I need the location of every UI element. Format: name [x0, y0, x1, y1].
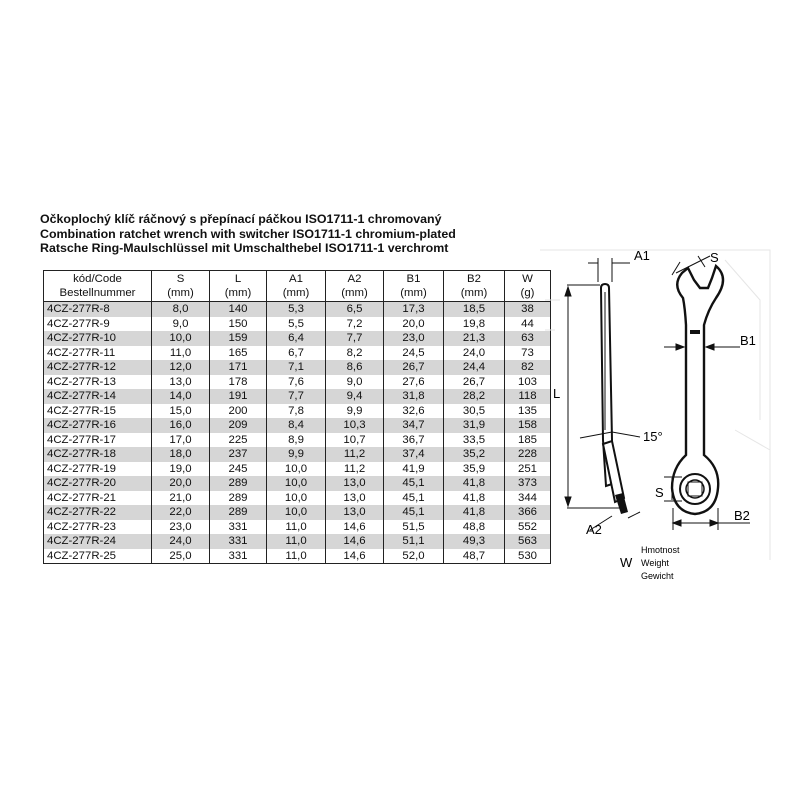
cell-a1: 7,8: [267, 404, 326, 419]
cell-l: 331: [210, 549, 267, 564]
cell-code: 4CZ-277R-11: [44, 346, 152, 361]
cell-a2: 14,6: [326, 549, 384, 564]
cell-b1: 36,7: [384, 433, 444, 448]
cell-a1: 10,0: [267, 462, 326, 477]
table-row: [44, 433, 551, 448]
cell-l: 289: [210, 491, 267, 506]
cell-s: 10,0: [152, 331, 210, 346]
table-row: [44, 404, 551, 419]
cell-a2: 6,5: [326, 302, 384, 317]
header-a2-line2: (mm): [341, 287, 368, 299]
weight-label-cz: Hmotnost: [641, 545, 680, 555]
cell-w: 63: [505, 331, 551, 346]
cell-code: 4CZ-277R-21: [44, 491, 152, 506]
cell-a1: 7,7: [267, 389, 326, 404]
cell-a1: 10,0: [267, 476, 326, 491]
title-english: Combination ratchet wrench with switcher ISO1711-1 chromium-plated: [40, 226, 456, 241]
cell-a2: 13,0: [326, 505, 384, 520]
wrench-side-view: [601, 284, 628, 514]
cell-s: 22,0: [152, 505, 210, 520]
header-s-line2: (mm): [167, 287, 194, 299]
cell-w: 82: [505, 360, 551, 375]
header-a2: [326, 271, 384, 302]
table-body: [44, 302, 551, 564]
cell-code: 4CZ-277R-8: [44, 302, 152, 317]
cell-code: 4CZ-277R-9: [44, 317, 152, 332]
cell-b1: 52,0: [384, 549, 444, 564]
cell-code: 4CZ-277R-15: [44, 404, 152, 419]
table-row: [44, 346, 551, 361]
header-l-line2: (mm): [224, 287, 252, 299]
header-b2-line2: (mm): [460, 287, 488, 299]
cell-l: 165: [210, 346, 267, 361]
cell-code: 4CZ-277R-13: [44, 375, 152, 390]
cell-a1: 8,4: [267, 418, 326, 433]
cell-b1: 45,1: [384, 491, 444, 506]
cell-b2: 41,8: [444, 491, 505, 506]
cell-s: 21,0: [152, 491, 210, 506]
cell-l: 171: [210, 360, 267, 375]
cell-w: 563: [505, 534, 551, 549]
cell-b1: 51,1: [384, 534, 444, 549]
cell-s: 17,0: [152, 433, 210, 448]
header-code: [44, 271, 152, 302]
cell-s: 14,0: [152, 389, 210, 404]
table-row: [44, 375, 551, 390]
table-row: [44, 534, 551, 549]
cell-b2: 33,5: [444, 433, 505, 448]
cell-a2: 8,2: [326, 346, 384, 361]
cell-b2: 21,3: [444, 331, 505, 346]
cell-a2: 9,0: [326, 375, 384, 390]
cell-b2: 24,4: [444, 360, 505, 375]
cell-b2: 24,0: [444, 346, 505, 361]
header-a1-line2: (mm): [282, 287, 310, 299]
cell-l: 191: [210, 389, 267, 404]
cell-a2: 7,2: [326, 317, 384, 332]
cell-a1: 6,4: [267, 331, 326, 346]
cell-b2: 18,5: [444, 302, 505, 317]
cell-code: 4CZ-277R-24: [44, 534, 152, 549]
cell-a2: 14,6: [326, 520, 384, 535]
title-german: Ratsche Ring-Maulschlüssel mit Umschalthebel ISO1711-1 verchromt: [40, 241, 449, 255]
cell-b1: 24,5: [384, 346, 444, 361]
cell-b2: 35,9: [444, 462, 505, 477]
cell-s: 8,0: [152, 302, 210, 317]
header-l: [210, 271, 267, 302]
cell-a1: 7,1: [267, 360, 326, 375]
cell-a2: 13,0: [326, 476, 384, 491]
cell-b1: 23,0: [384, 331, 444, 346]
cell-b2: 28,2: [444, 389, 505, 404]
cell-w: 103: [505, 375, 551, 390]
table-row: [44, 462, 551, 477]
header-s-line1: S: [176, 273, 185, 285]
header-s: [152, 271, 210, 302]
cell-b2: 41,8: [444, 476, 505, 491]
table-row: [44, 317, 551, 332]
cell-l: 178: [210, 375, 267, 390]
cell-w: 38: [505, 302, 551, 317]
cell-a2: 7,7: [326, 331, 384, 346]
cell-l: 289: [210, 505, 267, 520]
cell-a2: 9,4: [326, 389, 384, 404]
cell-b2: 30,5: [444, 404, 505, 419]
cell-l: 331: [210, 520, 267, 535]
cell-w: 135: [505, 404, 551, 419]
header-code-line2: Bestellnummer: [59, 287, 136, 299]
cell-a1: 5,3: [267, 302, 326, 317]
cell-l: 209: [210, 418, 267, 433]
cell-a2: 11,2: [326, 447, 384, 462]
header-a2-line1: A2: [347, 273, 362, 285]
cell-l: 159: [210, 331, 267, 346]
cell-b2: 19,8: [444, 317, 505, 332]
cell-w: 118: [505, 389, 551, 404]
cell-code: 4CZ-277R-14: [44, 389, 152, 404]
cell-s: 11,0: [152, 346, 210, 361]
cell-l: 331: [210, 534, 267, 549]
label-angle: 15°: [643, 429, 663, 444]
cell-a1: 5,5: [267, 317, 326, 332]
cell-code: 4CZ-277R-22: [44, 505, 152, 520]
cell-l: 245: [210, 462, 267, 477]
cell-w: 366: [505, 505, 551, 520]
title-block: [40, 212, 510, 256]
cell-a1: 11,0: [267, 549, 326, 564]
table-row: [44, 302, 551, 317]
table-row: [44, 520, 551, 535]
header-b1: [384, 271, 444, 302]
cell-w: 530: [505, 549, 551, 564]
cell-a1: 7,6: [267, 375, 326, 390]
cell-b1: 51,5: [384, 520, 444, 535]
header-w-line1: W: [522, 273, 533, 285]
cell-w: 251: [505, 462, 551, 477]
cell-a2: 8,6: [326, 360, 384, 375]
cell-code: 4CZ-277R-19: [44, 462, 152, 477]
cell-w: 158: [505, 418, 551, 433]
table-row: [44, 360, 551, 375]
label-a1: A1: [634, 248, 650, 263]
cell-b1: 27,6: [384, 375, 444, 390]
cell-s: 19,0: [152, 462, 210, 477]
cell-b1: 37,4: [384, 447, 444, 462]
cell-b2: 48,8: [444, 520, 505, 535]
cell-code: 4CZ-277R-10: [44, 331, 152, 346]
table-row: [44, 331, 551, 346]
title-czech: Očkoplochý klíč ráčnový s přepínací páčkou ISO1711-1 chromovaný: [40, 212, 442, 226]
label-s-top: S: [710, 250, 719, 265]
cell-s: 13,0: [152, 375, 210, 390]
table-row: [44, 549, 551, 564]
table-row: [44, 418, 551, 433]
cell-b1: 20,0: [384, 317, 444, 332]
cell-a2: 9,9: [326, 404, 384, 419]
cell-code: 4CZ-277R-25: [44, 549, 152, 564]
label-s-bottom: S: [655, 485, 664, 500]
cell-b1: 32,6: [384, 404, 444, 419]
cell-code: 4CZ-277R-12: [44, 360, 152, 375]
cell-b1: 45,1: [384, 476, 444, 491]
cell-l: 289: [210, 476, 267, 491]
table-row: [44, 491, 551, 506]
cell-b2: 26,7: [444, 375, 505, 390]
cell-w: 373: [505, 476, 551, 491]
cell-a2: 10,3: [326, 418, 384, 433]
cell-b2: 31,9: [444, 418, 505, 433]
cell-s: 16,0: [152, 418, 210, 433]
wrench-drawing: [530, 240, 780, 585]
cell-l: 237: [210, 447, 267, 462]
cell-a2: 14,6: [326, 534, 384, 549]
table-header-row: [44, 271, 551, 302]
cell-l: 140: [210, 302, 267, 317]
cell-s: 9,0: [152, 317, 210, 332]
cell-a2: 13,0: [326, 491, 384, 506]
table-row: [44, 505, 551, 520]
cell-s: 15,0: [152, 404, 210, 419]
cell-b2: 41,8: [444, 505, 505, 520]
cell-l: 200: [210, 404, 267, 419]
cell-a1: 6,7: [267, 346, 326, 361]
cell-b1: 45,1: [384, 505, 444, 520]
specification-table: [43, 270, 551, 564]
cell-b2: 49,3: [444, 534, 505, 549]
cell-a1: 9,9: [267, 447, 326, 462]
cell-a1: 11,0: [267, 534, 326, 549]
cell-a2: 11,2: [326, 462, 384, 477]
table-row: [44, 389, 551, 404]
cell-b1: 34,7: [384, 418, 444, 433]
cell-w: 228: [505, 447, 551, 462]
cell-code: 4CZ-277R-20: [44, 476, 152, 491]
table-row: [44, 447, 551, 462]
header-a1: [267, 271, 326, 302]
label-b1: B1: [740, 333, 756, 348]
cell-b1: 26,7: [384, 360, 444, 375]
header-b1-line1: B1: [406, 273, 421, 285]
cell-code: 4CZ-277R-16: [44, 418, 152, 433]
cell-w: 73: [505, 346, 551, 361]
cell-code: 4CZ-277R-18: [44, 447, 152, 462]
table-row: [44, 476, 551, 491]
cell-b1: 41,9: [384, 462, 444, 477]
cell-b2: 35,2: [444, 447, 505, 462]
header-code-line1: kód/Code: [73, 273, 122, 285]
weight-label-en: Weight: [641, 558, 669, 568]
header-w-line2: (g): [520, 287, 535, 299]
cell-s: 23,0: [152, 520, 210, 535]
header-b2-line1: B2: [467, 273, 481, 285]
cell-a1: 10,0: [267, 491, 326, 506]
cell-l: 150: [210, 317, 267, 332]
label-w: W: [620, 555, 633, 570]
cell-code: 4CZ-277R-17: [44, 433, 152, 448]
cell-a1: 10,0: [267, 505, 326, 520]
weight-label-de: Gewicht: [641, 571, 674, 581]
cell-s: 18,0: [152, 447, 210, 462]
cell-w: 344: [505, 491, 551, 506]
header-a1-line1: A1: [289, 273, 303, 285]
header-l-line1: L: [234, 273, 242, 285]
cell-a2: 10,7: [326, 433, 384, 448]
cell-s: 24,0: [152, 534, 210, 549]
cell-w: 185: [505, 433, 551, 448]
cell-a1: 11,0: [267, 520, 326, 535]
cell-l: 225: [210, 433, 267, 448]
cell-w: 552: [505, 520, 551, 535]
cell-s: 20,0: [152, 476, 210, 491]
cell-s: 12,0: [152, 360, 210, 375]
header-b1-line2: (mm): [400, 287, 427, 299]
cell-a1: 8,9: [267, 433, 326, 448]
header-b2: [444, 271, 505, 302]
cell-b2: 48,7: [444, 549, 505, 564]
label-a2: A2: [586, 522, 602, 537]
cell-w: 44: [505, 317, 551, 332]
cell-code: 4CZ-277R-23: [44, 520, 152, 535]
cell-s: 25,0: [152, 549, 210, 564]
cell-b1: 31,8: [384, 389, 444, 404]
label-b2: B2: [734, 508, 750, 523]
label-l: L: [553, 386, 561, 401]
cell-b1: 17,3: [384, 302, 444, 317]
